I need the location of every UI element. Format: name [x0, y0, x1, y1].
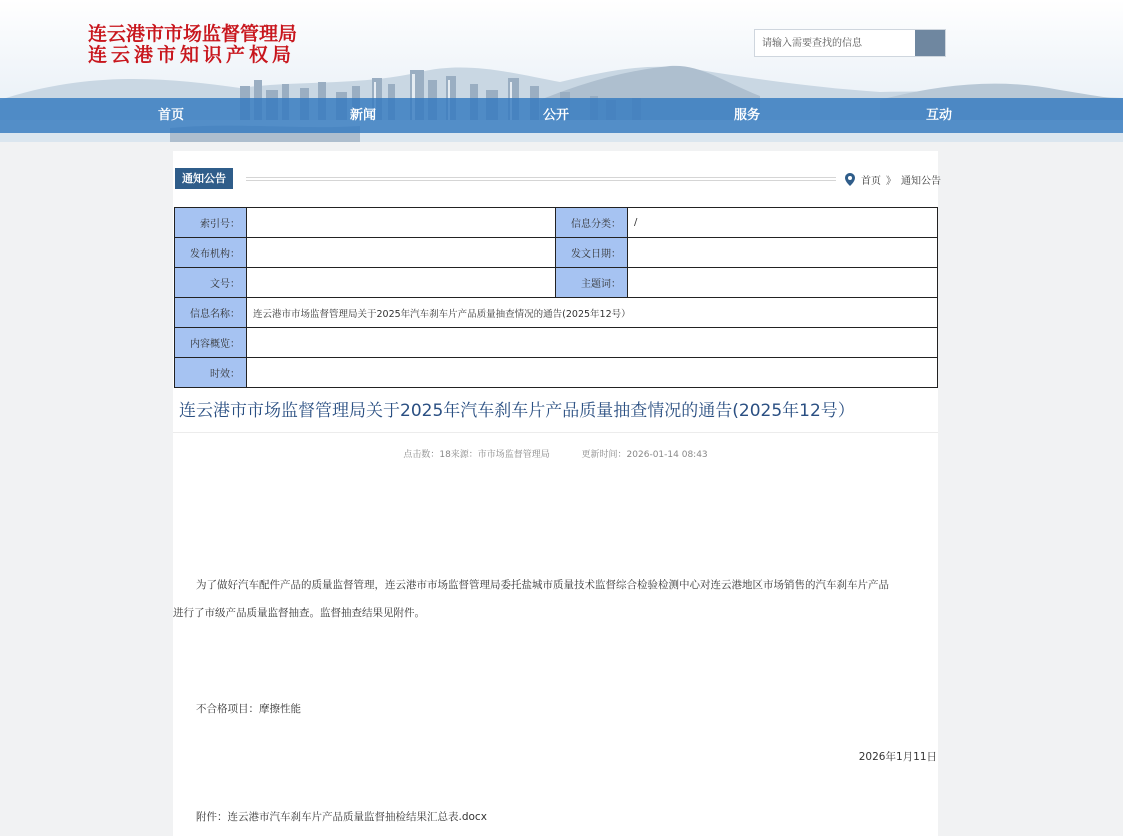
site-logo[interactable] — [88, 24, 297, 66]
section-header — [173, 168, 941, 190]
publisher-value — [247, 238, 556, 268]
table-row — [175, 238, 938, 268]
info-name-label: 信息名称： — [175, 298, 247, 328]
nav-home[interactable]: 首页 — [158, 108, 185, 123]
table-row — [175, 208, 938, 238]
doc-number-label: 文号： — [175, 268, 247, 298]
site-search — [754, 29, 946, 57]
main-content — [173, 151, 941, 836]
article-meta — [173, 447, 938, 460]
index-label: 索引号： — [175, 208, 247, 238]
article-updated: 更新时间：2026-01-14 08:43 — [581, 450, 708, 460]
main-nav — [0, 98, 1123, 133]
location-pin-icon — [845, 173, 855, 186]
nav-news[interactable]: 新闻 — [350, 108, 377, 123]
attachment-link[interactable]: 附件：连云港市汽车刹车片产品质量监督抽检结果汇总表.docx — [196, 811, 487, 823]
category-label: 信息分类： — [556, 208, 628, 238]
table-row — [175, 358, 938, 388]
breadcrumb-home[interactable]: 首页 — [861, 175, 881, 187]
nav-services[interactable]: 服务 — [734, 108, 761, 123]
info-metadata-table — [174, 207, 938, 388]
breadcrumb-separator: 》 — [886, 175, 896, 187]
nav-public[interactable]: 公开 — [543, 108, 570, 123]
signature-date: 2026年1月11日 — [858, 751, 937, 763]
summary-label: 内容概览： — [175, 328, 247, 358]
title-band — [173, 387, 938, 433]
validity-value — [247, 358, 938, 388]
logo-title-market: 连云港市市场监督管理局 — [88, 23, 298, 45]
keyword-label: 主题词： — [556, 268, 628, 298]
nav-interaction[interactable]: 互动 — [926, 108, 953, 123]
issue-date-label: 发文日期： — [556, 238, 628, 268]
section-divider — [246, 177, 836, 181]
index-value — [247, 208, 556, 238]
info-name-value: 连云港市市场监督管理局关于2025年汽车刹车片产品质量抽查情况的通告(2025年12号） — [247, 298, 938, 328]
issue-date-value — [628, 238, 938, 268]
logo-title-ip: 连云港市知识产权局 — [88, 44, 296, 66]
summary-value — [247, 328, 938, 358]
site-header — [0, 0, 1123, 142]
section-tag: 通知公告 — [175, 168, 233, 189]
page-title: 连云港市市场监督管理局关于2025年汽车刹车片产品质量抽查情况的通告(2025年12号） — [179, 401, 855, 421]
breadcrumb-current[interactable]: 通知公告 — [901, 175, 941, 187]
table-row — [175, 328, 938, 358]
keyword-value — [628, 268, 938, 298]
breadcrumb — [845, 172, 941, 186]
publisher-label: 发布机构： — [175, 238, 247, 268]
category-value: / — [628, 208, 938, 238]
body-paragraph-line2: 进行了市级产品质量监督抽查。监督抽查结果见附件。 — [173, 607, 425, 619]
validity-label: 时效： — [175, 358, 247, 388]
search-input[interactable] — [755, 30, 915, 56]
search-button[interactable] — [915, 30, 945, 56]
body-paragraph-line1: 为了做好汽车配件产品的质量监督管理，连云港市市场监督管理局委托盐城市质量技术监督综合检验检测中心对连云港地区市场销售的汽车刹车片产品 — [196, 579, 889, 591]
unqualified-items: 不合格项目：摩擦性能 — [196, 703, 301, 715]
doc-number-value — [247, 268, 556, 298]
table-row — [175, 298, 938, 328]
article-stats: 点击数：18来源：市市场监督管理局 — [403, 450, 550, 460]
table-row — [175, 268, 938, 298]
